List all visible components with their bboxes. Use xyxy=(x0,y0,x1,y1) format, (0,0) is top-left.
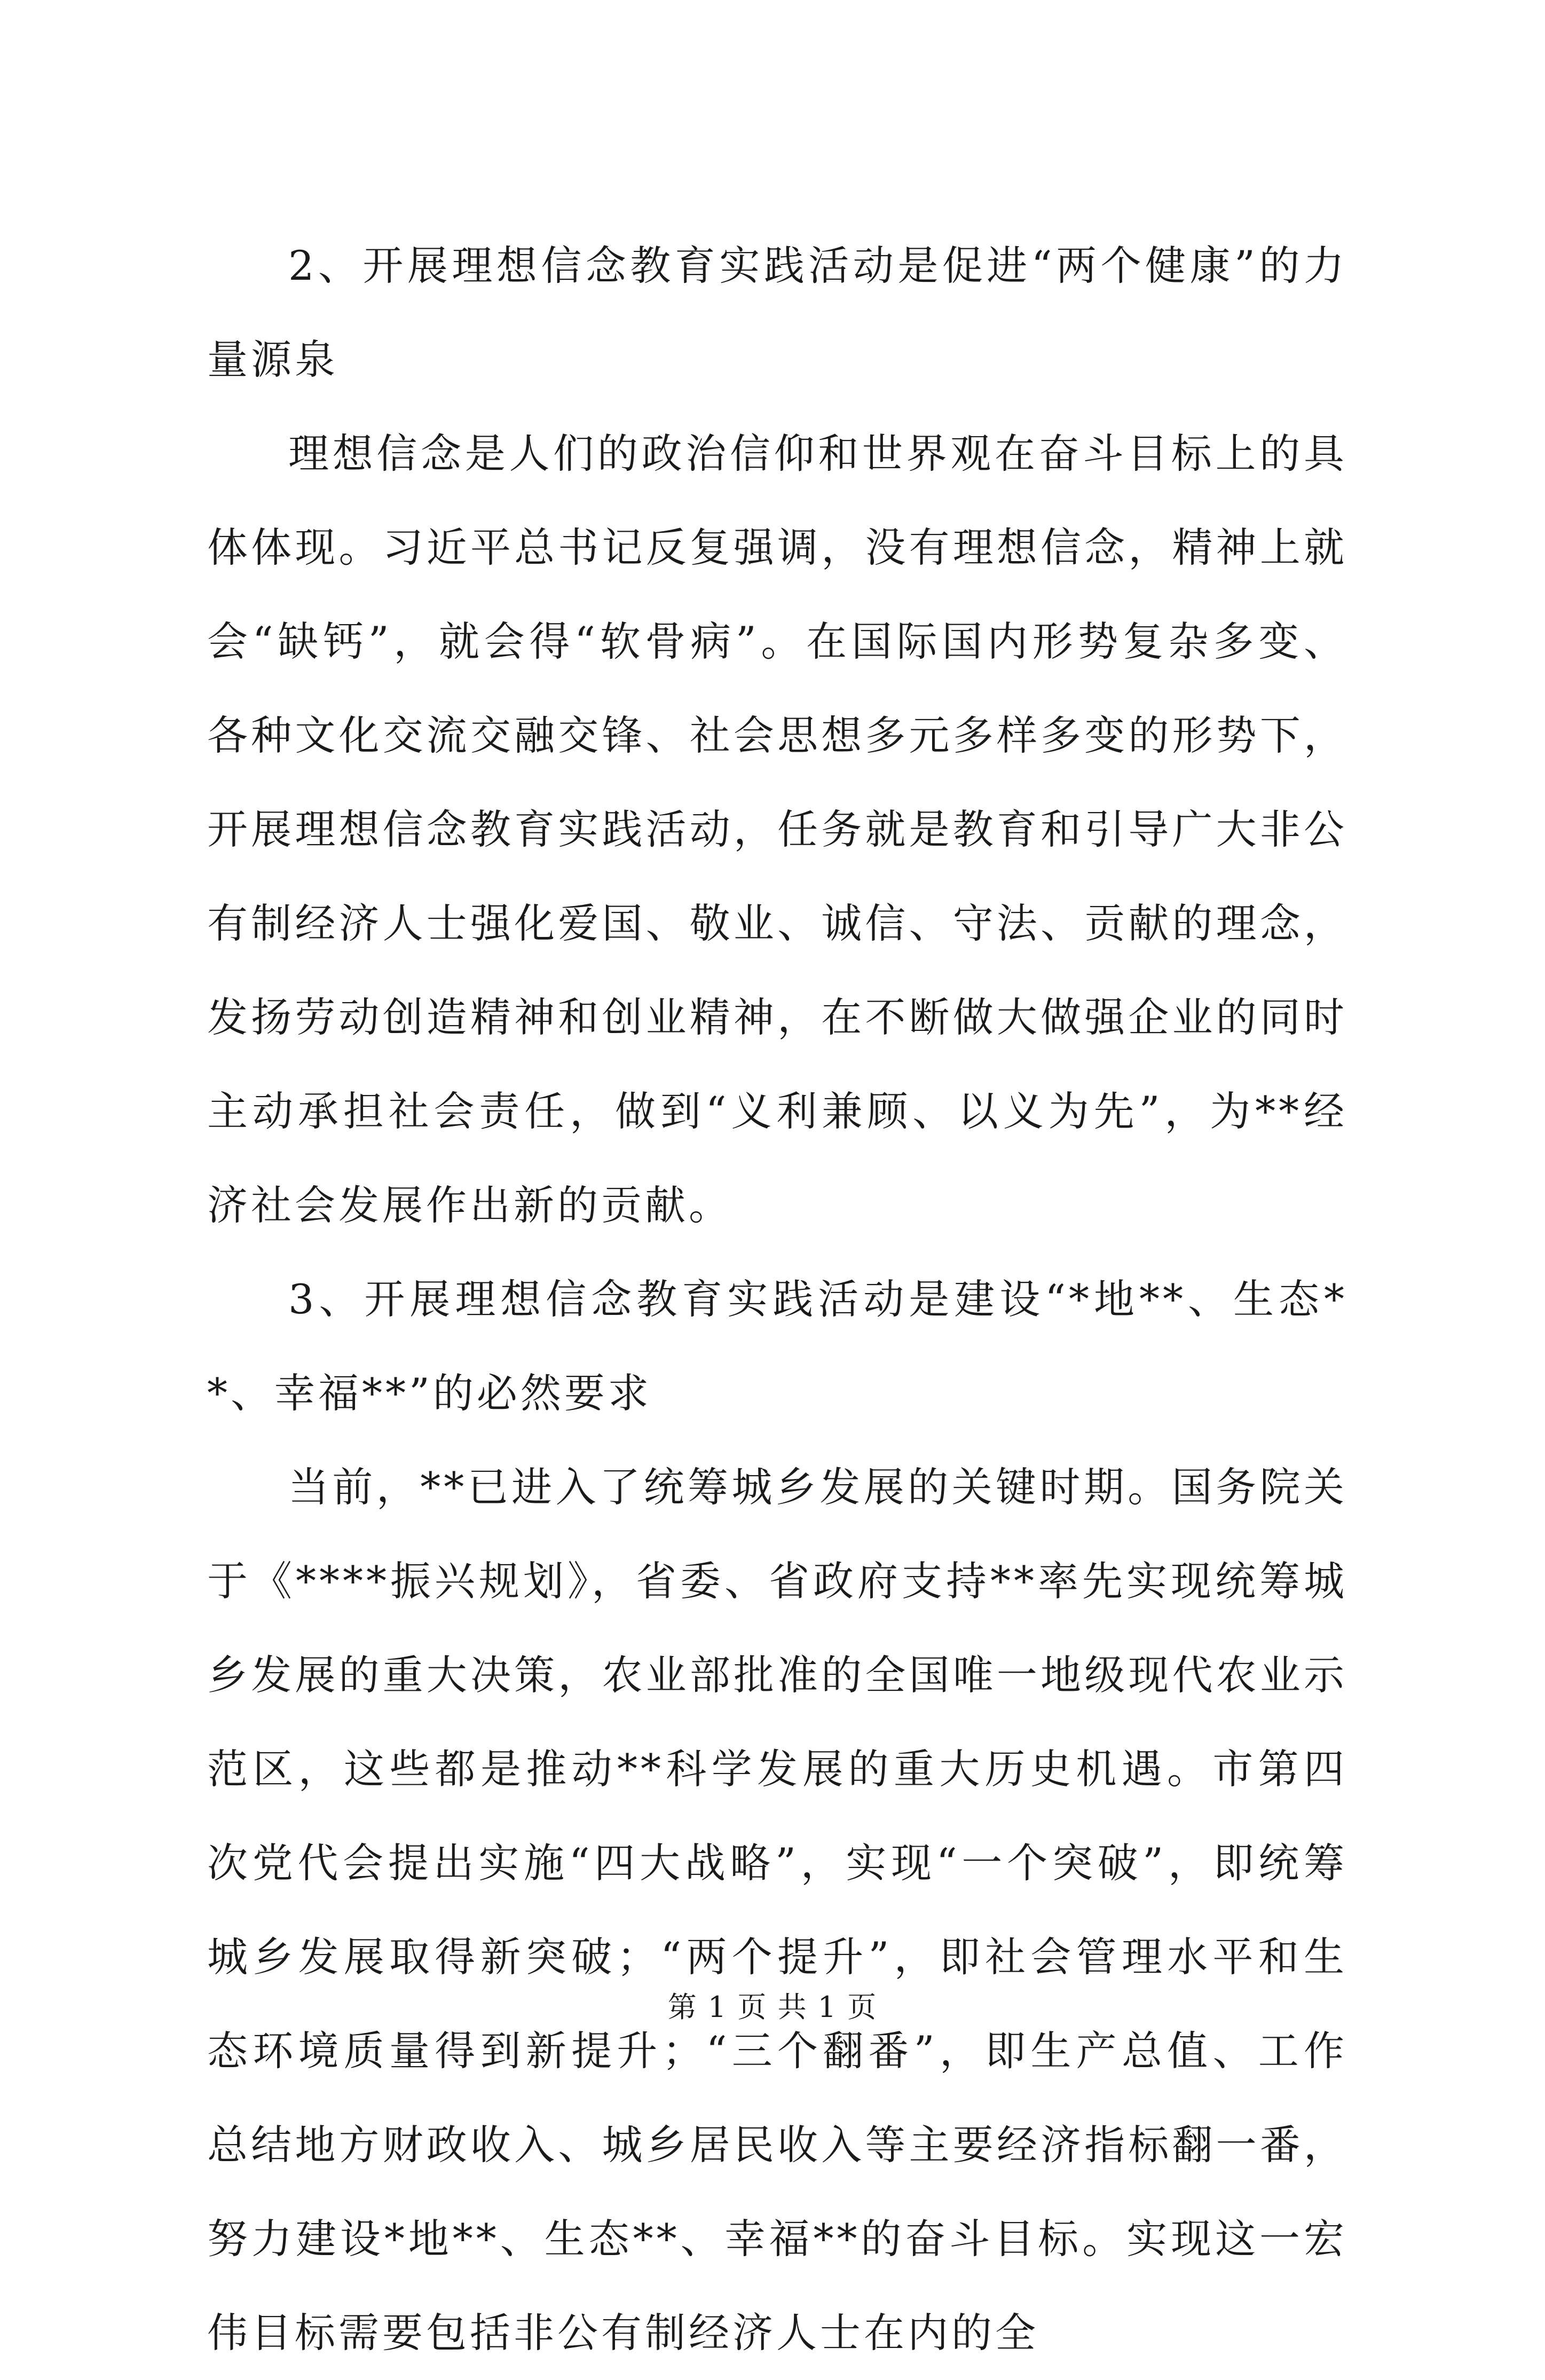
section-heading-2: 2、开展理想信念教育实践活动是促进“两个健康”的力量源泉 xyxy=(207,242,1347,383)
body-paragraph: 当前，**已进入了统筹城乡发展的关键时期。国务院关于《****振兴规划》，省委、省政府支持**率先实现统筹城乡发展的重大决策，农业部批准的全国唯一地级现代农业示范区，这些都是推动**科学发展的重大历史机遇。市第四次党代会提出实施“四大战略”，实现“一个突破”，即统筹城乡发展取得新突破；“两个提升”，即社会管理水平和生态环境质量得到新提升；“三个翻番”，即生产总值、工作总结地方财政收入、城乡居民收入等主要经济指标翻一番，努力建设*地**、生态**、幸福**的奋斗目标。实现这一宏伟目标需要包括非公有制经济人士在内的全 xyxy=(207,1463,1347,2357)
body-paragraph: 理想信念是人们的政治信仰和世界观在奋斗目标上的具体体现。习近平总书记反复强调，没有理想信念，精神上就会“缺钙”，就会得“软骨病”。在国际国内形势复杂多变、各种文化交流交融交锋、社会思想多元多样多变的形势下，开展理想信念教育实践活动，任务就是教育和引导广大非公有制经济人士强化爱国、敬业、诚信、守法、贡献的理念，发扬劳动创造精神和创业精神，在不断做大做强企业的同时主动承担社会责任，做到“义利兼顾、以义为先”，为**经济社会发展作出新的贡献。 xyxy=(207,430,1347,1229)
document-body xyxy=(207,219,1347,2380)
section-heading-3: 3、开展理想信念教育实践活动是建设“*地**、生态**、幸福**”的必然要求 xyxy=(207,1275,1347,1417)
page-footer: 第 1 页 共 1 页 xyxy=(667,1990,878,2024)
